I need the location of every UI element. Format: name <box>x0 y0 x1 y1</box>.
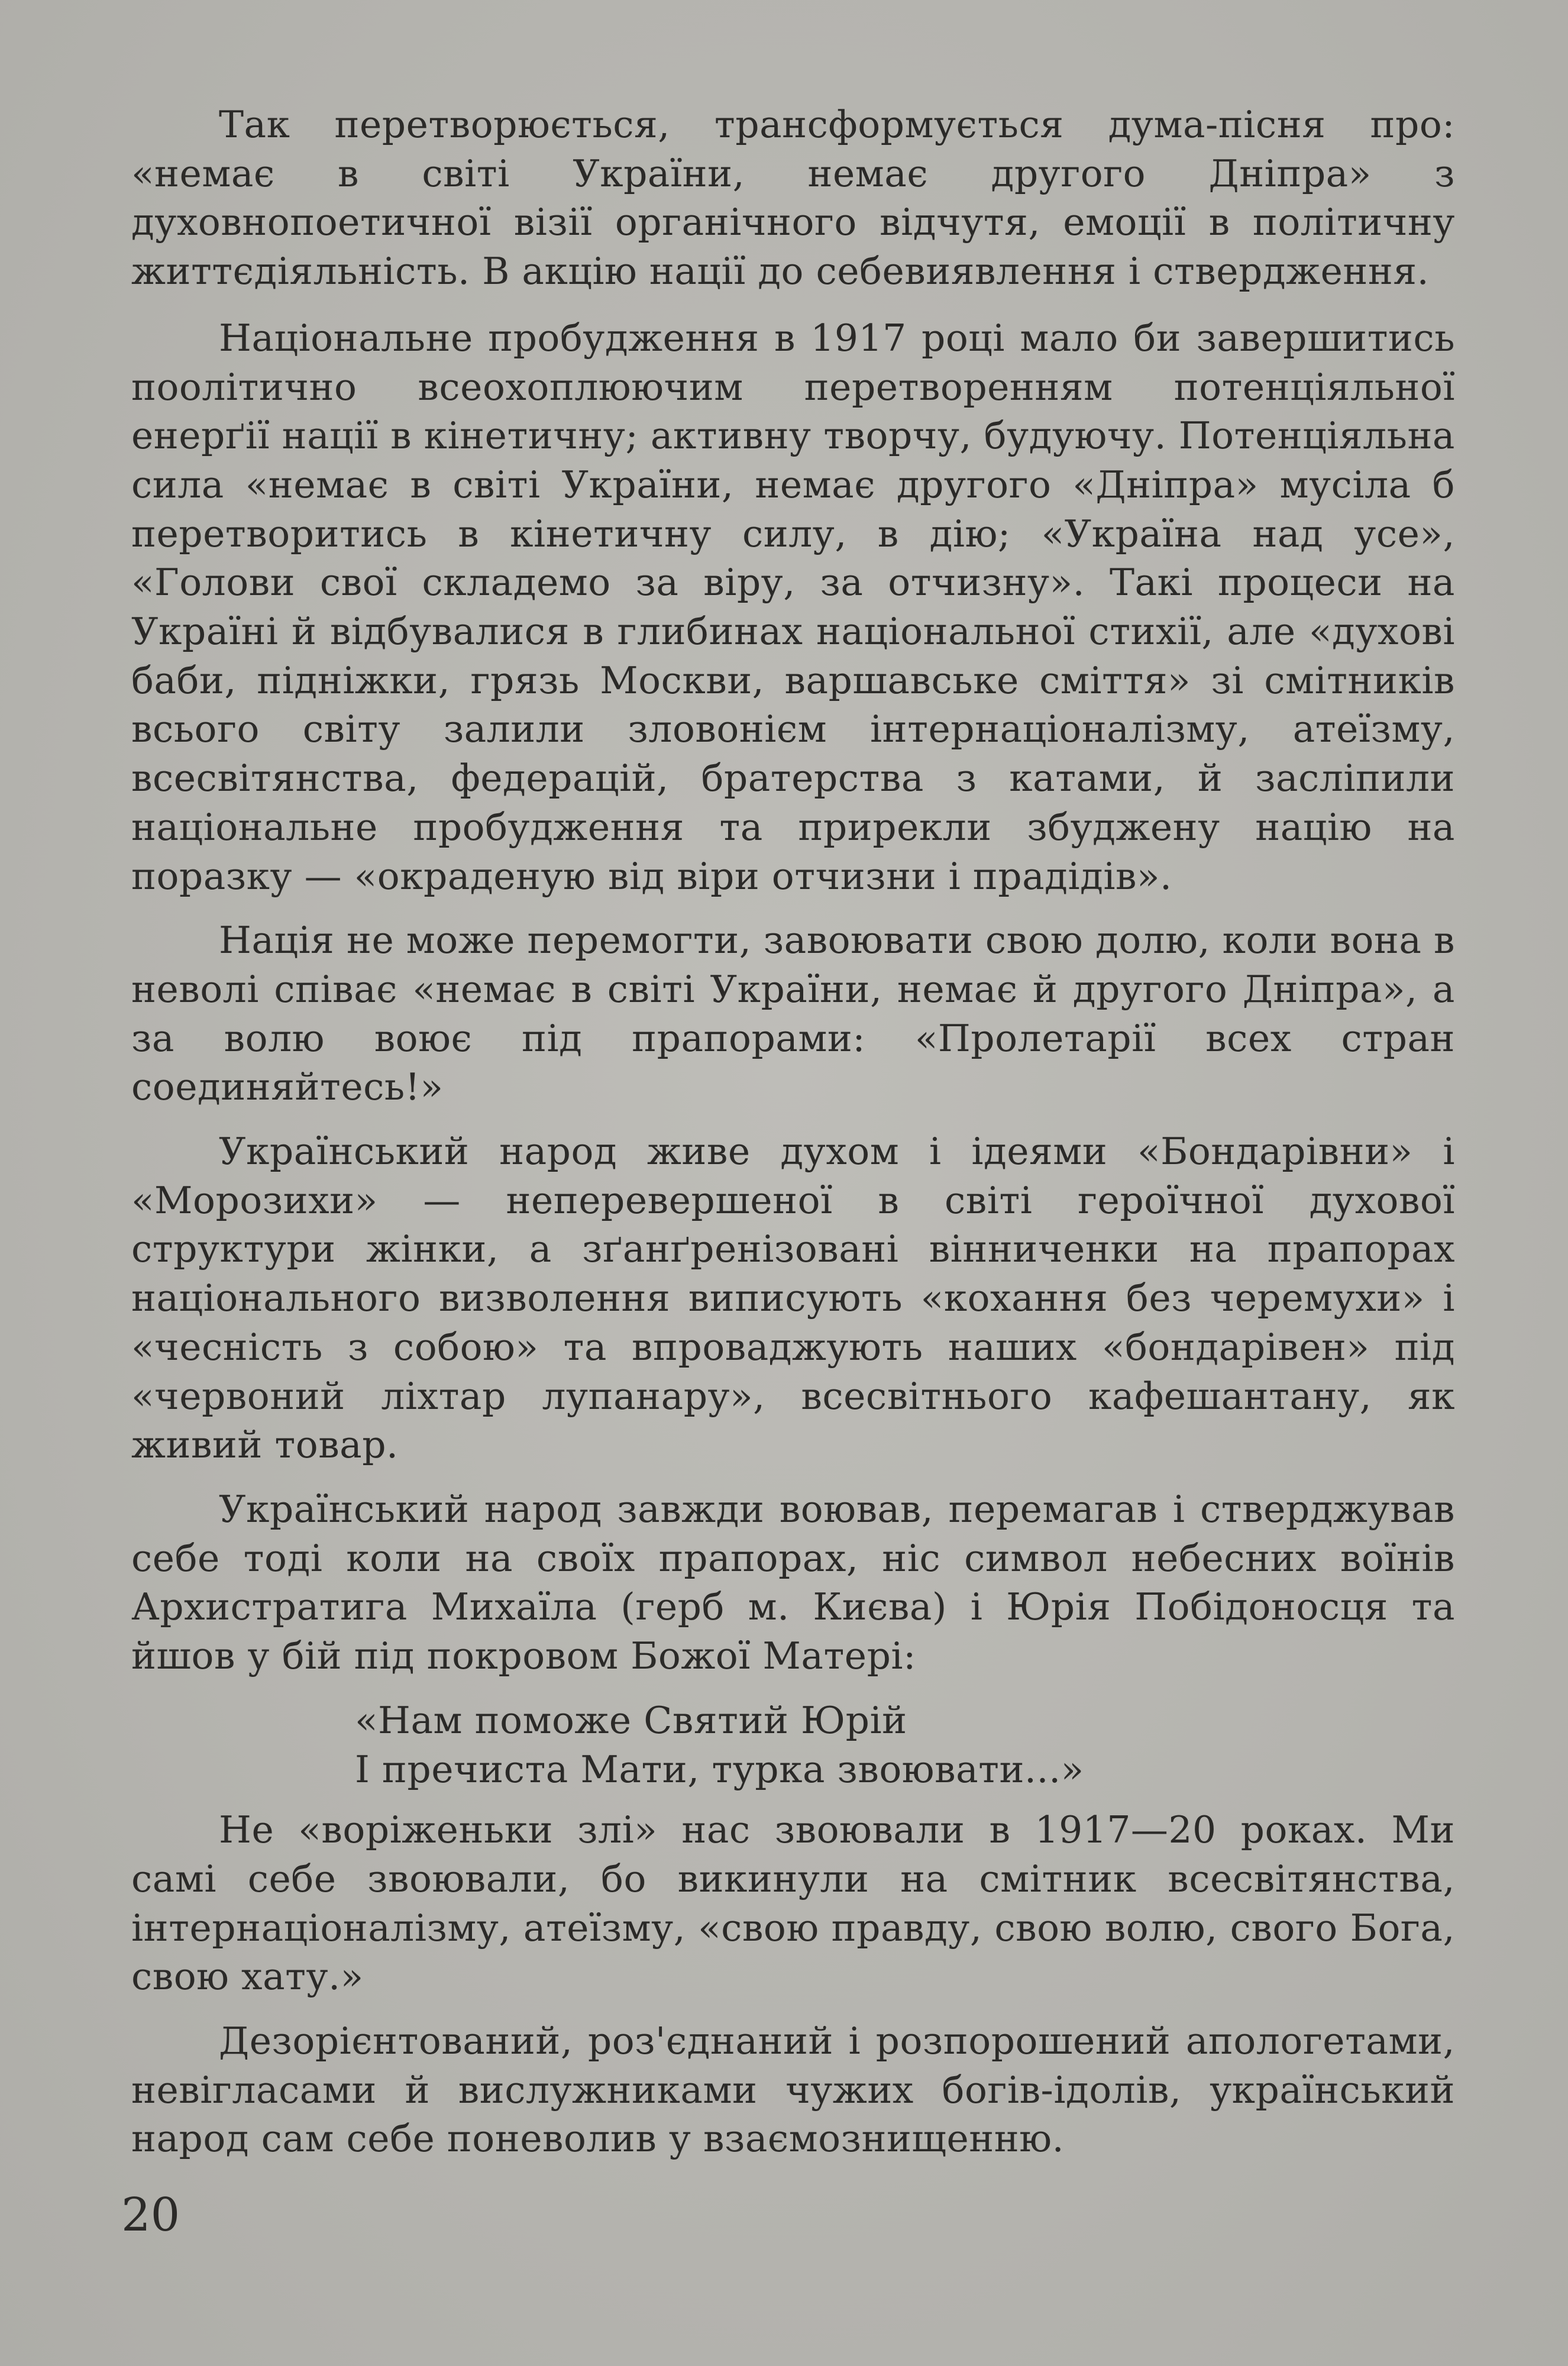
paragraph-2: Національне пробудження в 1917 році мало би завершитись поолітично всеохоплюючим перетворенням потенціяльної енерґії нації в кінетичну; активну творчу, будуючу. Потенціяльна сила «немає в світі України, немає другого «Дніпра» мусіла б перетворитись в кінетичну силу, в дію; «Україна над усе», «Голови свої складемо за віру, за отчизну». Такі процеси на Україні й відбувалися в глибинах національної стихії, але «духові баби, підніжки, грязь Москви, варшавське сміття» зі смітників всього світу залили зловонієм інтернаціоналізму, атеїзму, всесвітянства, федерацій, братерства з катами, й засліпили національне пробудження та прирекли збуджену націю на поразку — «окраденую від віри отчизни і прадідів». <box>131 316 1455 898</box>
paragraph-7: Дезорієнтований, роз'єднаний і розпорошений апологетами, невігласами й вислужниками чужих богів-ідолів, український народ сам себе поневолив у взаємознищенню. <box>131 2019 1455 2161</box>
paragraph-3: Нація не може перемогти, завоювати свою долю, коли вона в неволі співає «немає в світі України, немає й другого Дніпра», а за волю воює під прапорами: «Пролетарії всех стран соединяйтесь!» <box>131 919 1455 1109</box>
verse-quote <box>355 1696 1455 1794</box>
paragraph-1: Так перетворюється, трансформується дума-пісня про: «немає в світі України, немає другого Дніпра» з духовнопоетичної візії органічного відчутя, емоції в політичну життєдіяльність. В акцію нації до себевиявлення і ствердження. <box>131 103 1455 293</box>
verse-line-1: «Нам поможе Святий Юрій <box>355 1698 907 1742</box>
page-number: 20 <box>121 2189 180 2242</box>
page-body <box>131 101 1455 2179</box>
verse-line-2: І пречиста Мати, турка звоювати...» <box>355 1747 1084 1791</box>
paragraph-5: Український народ завжди воював, перемагав і стверджував себе тоді коли на своїх прапорах, ніс символ небесних воїнів Архистратига Михаїла (герб м. Києва) і Юрія Побідоносця та йшов у бій під покровом Божої Матері: <box>131 1487 1455 1678</box>
paragraph-6: Не «воріженьки злі» нас звоювали в 1917—20 роках. Ми самі себе звоювали, бо викинули на смітник всесвітянства, інтернаціоналізму, атеїзму, «свою правду, свою волю, свого Бога, свою хату.» <box>131 1808 1455 1999</box>
paragraph-4: Український народ живе духом і ідеями «Бондарівни» і «Морозихи» — неперевершеної в світі героїчної духової структури жінки, а зґанґренізовані вінниченки на прапорах національного визволення виписують «кохання без черемухи» і «чесність з собою» та впроваджують наших «бондарівен» під «червоний ліхтар лупанару», всесвітнього кафешантану, як живий товар. <box>131 1130 1455 1467</box>
